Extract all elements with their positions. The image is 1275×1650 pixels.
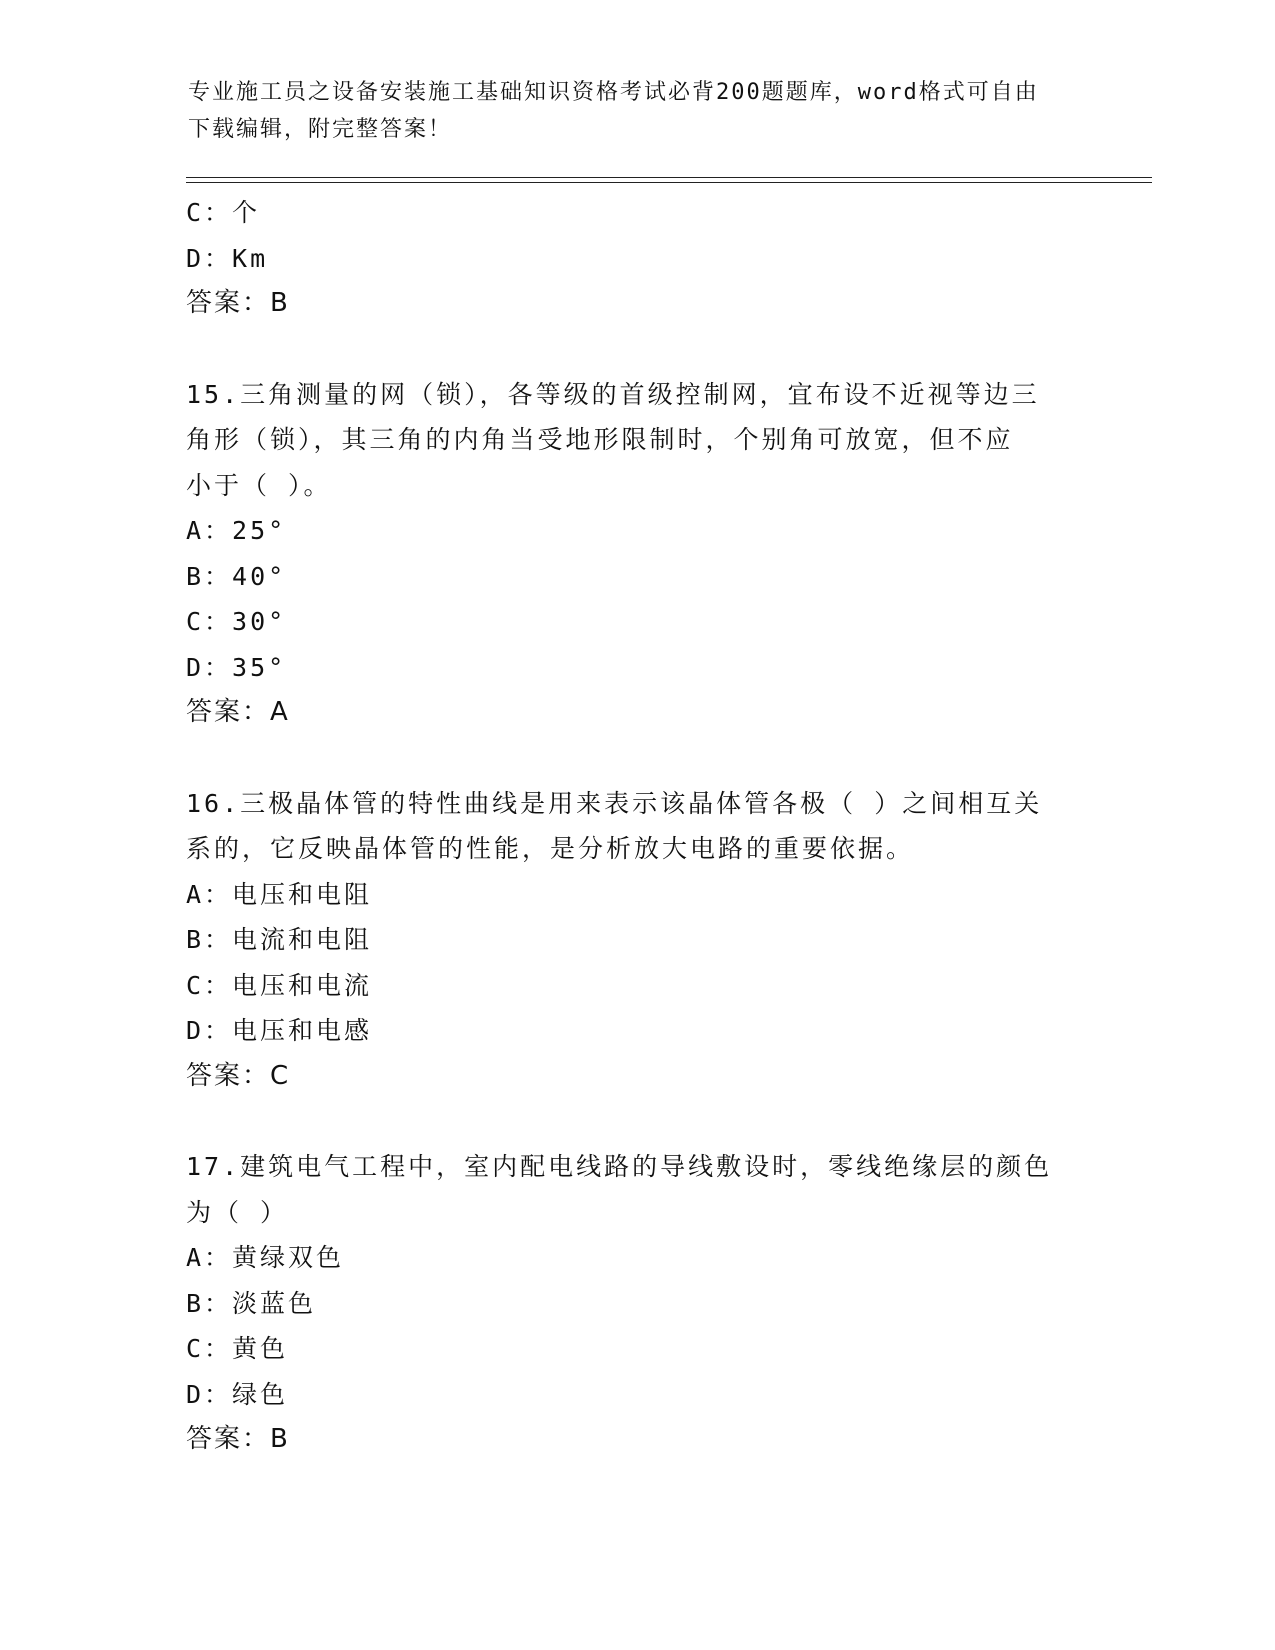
question-stem-line: 15.三角测量的网（锁），各等级的首级控制网，宜布设不近视等边三 <box>186 379 1040 409</box>
option-b: B：电流和电阻 <box>186 925 373 954</box>
option-b: B：40° <box>186 561 287 591</box>
option-c: C：30° <box>186 607 287 636</box>
option-d: D：电压和电感 <box>186 1016 373 1045</box>
question-17 <box>186 1144 1086 1463</box>
option-a: A：电压和电阻 <box>186 879 373 909</box>
header-line-1: 专业施工员之设备安装施工基础知识资格考试必背200题题库，word格式可自由 <box>188 80 1039 105</box>
question-16 <box>186 781 1086 1100</box>
option-c: C：电压和电流 <box>186 970 373 1000</box>
question-stem-line: 系的，它反映晶体管的性能，是分析放大电路的重要依据。 <box>186 834 915 863</box>
spacer <box>186 327 1086 372</box>
continued-question <box>186 190 1086 327</box>
spacer <box>186 736 1086 781</box>
question-15 <box>186 372 1086 736</box>
option-a: A：25° <box>186 516 287 545</box>
question-stem-line: 为（ ） <box>186 1197 289 1227</box>
option-d: D：Km <box>186 243 269 273</box>
option-a: A：黄绿双色 <box>186 1243 345 1272</box>
question-stem-line: 角形（锁），其三角的内角当受地形限制时，个别角可放宽，但不应 <box>186 425 1014 454</box>
question-stem-line: 小于（ ）。 <box>186 470 332 500</box>
header-divider-top <box>186 177 1152 178</box>
header-line-2: 下载编辑，附完整答案！ <box>188 117 453 142</box>
option-d: D：35° <box>186 652 287 682</box>
option-d: D：绿色 <box>186 1379 289 1409</box>
option-b: B：淡蓝色 <box>186 1288 317 1318</box>
answer-line: 答案：B <box>186 1424 290 1454</box>
question-stem-line: 16.三极晶体管的特性曲线是用来表示该晶体管各极（ ）之间相互关 <box>186 788 1043 818</box>
answer-line: 答案：C <box>186 1060 291 1091</box>
answer-line: 答案：B <box>186 288 290 318</box>
answer-line: 答案：A <box>186 697 290 727</box>
document-header <box>188 74 1068 148</box>
option-c: C：个 <box>186 198 261 227</box>
header-divider-bottom <box>186 182 1152 183</box>
question-stem-line: 17.建筑电气工程中，室内配电线路的导线敷设时，零线绝缘层的颜色 <box>186 1152 1053 1181</box>
document-body <box>186 190 1086 1463</box>
spacer <box>186 1099 1086 1144</box>
option-c: C：黄色 <box>186 1334 289 1363</box>
